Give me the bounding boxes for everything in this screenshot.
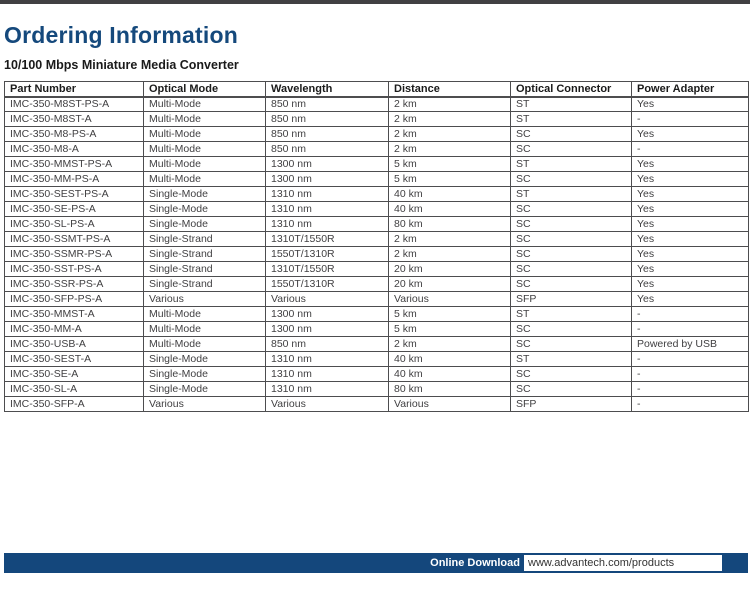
- table-row: [5, 307, 749, 322]
- column-header: Distance: [389, 82, 511, 97]
- table-cell: Multi-Mode: [144, 142, 266, 157]
- table-cell: Yes: [632, 277, 749, 292]
- table-cell: IMC-350-SSMT-PS-A: [5, 232, 144, 247]
- table-cell: IMC-350-SEST-A: [5, 352, 144, 367]
- table-cell: Multi-Mode: [144, 127, 266, 142]
- table-cell: Single-Mode: [144, 382, 266, 397]
- table-cell: Various: [266, 292, 389, 307]
- table-body: [5, 97, 749, 412]
- table-cell: IMC-350-MMST-PS-A: [5, 157, 144, 172]
- table-cell: 2 km: [389, 337, 511, 352]
- table-cell: 5 km: [389, 307, 511, 322]
- table-cell: 1310 nm: [266, 217, 389, 232]
- table-cell: -: [632, 142, 749, 157]
- table-row: [5, 247, 749, 262]
- table-cell: Single-Strand: [144, 232, 266, 247]
- table-cell: 1300 nm: [266, 307, 389, 322]
- table-cell: ST: [511, 187, 632, 202]
- table-cell: 1300 nm: [266, 322, 389, 337]
- table-cell: SC: [511, 322, 632, 337]
- table-cell: ST: [511, 97, 632, 112]
- table-cell: IMC-350-SFP-PS-A: [5, 292, 144, 307]
- table-cell: 2 km: [389, 97, 511, 112]
- table-cell: IMC-350-M8ST-PS-A: [5, 97, 144, 112]
- footer-bar: [4, 553, 748, 573]
- table-row: [5, 157, 749, 172]
- table-cell: -: [632, 307, 749, 322]
- online-download-label: Online Download: [430, 557, 520, 569]
- column-header: Wavelength: [266, 82, 389, 97]
- table-cell: IMC-350-SFP-A: [5, 397, 144, 412]
- table-cell: 20 km: [389, 262, 511, 277]
- table-cell: SC: [511, 127, 632, 142]
- table-cell: Yes: [632, 187, 749, 202]
- table-cell: 80 km: [389, 217, 511, 232]
- table-cell: Yes: [632, 157, 749, 172]
- table-cell: Single-Strand: [144, 247, 266, 262]
- table-row: [5, 292, 749, 307]
- table-cell: 1550T/1310R: [266, 277, 389, 292]
- table-cell: Single-Mode: [144, 202, 266, 217]
- column-header: Optical Mode: [144, 82, 266, 97]
- table-cell: SC: [511, 247, 632, 262]
- table-cell: SFP: [511, 292, 632, 307]
- table-cell: 40 km: [389, 352, 511, 367]
- table-cell: 5 km: [389, 172, 511, 187]
- table-row: [5, 337, 749, 352]
- table-cell: 5 km: [389, 157, 511, 172]
- table-row: [5, 322, 749, 337]
- table-cell: -: [632, 367, 749, 382]
- download-url-box: [524, 555, 722, 571]
- table-cell: Multi-Mode: [144, 322, 266, 337]
- table-cell: 850 nm: [266, 112, 389, 127]
- table-cell: 40 km: [389, 187, 511, 202]
- table-cell: IMC-350-SE-A: [5, 367, 144, 382]
- table-cell: IMC-350-M8ST-A: [5, 112, 144, 127]
- table-cell: Single-Strand: [144, 262, 266, 277]
- table-cell: 40 km: [389, 202, 511, 217]
- table-cell: 1300 nm: [266, 157, 389, 172]
- table-cell: -: [632, 352, 749, 367]
- table-cell: Yes: [632, 127, 749, 142]
- table-cell: Multi-Mode: [144, 337, 266, 352]
- table-row: [5, 127, 749, 142]
- table-row: [5, 112, 749, 127]
- table-cell: 2 km: [389, 112, 511, 127]
- table-cell: IMC-350-MM-PS-A: [5, 172, 144, 187]
- table-cell: 80 km: [389, 382, 511, 397]
- table-cell: Various: [389, 397, 511, 412]
- table-cell: Yes: [632, 97, 749, 112]
- table-cell: Yes: [632, 232, 749, 247]
- table-row: [5, 397, 749, 412]
- table-cell: SC: [511, 262, 632, 277]
- table-cell: Single-Mode: [144, 352, 266, 367]
- table-cell: Yes: [632, 262, 749, 277]
- table-cell: Yes: [632, 172, 749, 187]
- table-cell: Yes: [632, 217, 749, 232]
- table-cell: 1310 nm: [266, 367, 389, 382]
- table-cell: 20 km: [389, 277, 511, 292]
- table-cell: ST: [511, 112, 632, 127]
- table-cell: Yes: [632, 202, 749, 217]
- table-cell: IMC-350-SL-PS-A: [5, 217, 144, 232]
- table-cell: Multi-Mode: [144, 97, 266, 112]
- table-cell: ST: [511, 307, 632, 322]
- table-cell: 1550T/1310R: [266, 247, 389, 262]
- table-cell: Single-Mode: [144, 367, 266, 382]
- table-cell: IMC-350-MMST-A: [5, 307, 144, 322]
- table-row: [5, 202, 749, 217]
- table-cell: Single-Mode: [144, 217, 266, 232]
- table-cell: Various: [266, 397, 389, 412]
- table-cell: 2 km: [389, 247, 511, 262]
- table-cell: Multi-Mode: [144, 112, 266, 127]
- table-cell: Powered by USB: [632, 337, 749, 352]
- page-subtitle: 10/100 Mbps Miniature Media Converter: [4, 58, 239, 72]
- download-url-link[interactable]: www.advantech.com/products: [528, 557, 675, 569]
- table-cell: 850 nm: [266, 142, 389, 157]
- ordering-table: [4, 81, 749, 412]
- table-cell: IMC-350-M8-PS-A: [5, 127, 144, 142]
- table-cell: IMC-350-SSR-PS-A: [5, 277, 144, 292]
- table-row: [5, 217, 749, 232]
- table-cell: SC: [511, 172, 632, 187]
- table-cell: Multi-Mode: [144, 172, 266, 187]
- table-cell: SC: [511, 382, 632, 397]
- table-cell: SFP: [511, 397, 632, 412]
- table-row: [5, 97, 749, 112]
- table-row: [5, 352, 749, 367]
- table-row: [5, 382, 749, 397]
- table-cell: -: [632, 112, 749, 127]
- table-cell: 850 nm: [266, 97, 389, 112]
- column-header: Optical Connector: [511, 82, 632, 97]
- table-cell: Various: [144, 397, 266, 412]
- column-header: Power Adapter: [632, 82, 749, 97]
- table-cell: 850 nm: [266, 127, 389, 142]
- table-cell: Single-Mode: [144, 187, 266, 202]
- table-cell: ST: [511, 157, 632, 172]
- table-cell: 1310 nm: [266, 202, 389, 217]
- table-cell: SC: [511, 217, 632, 232]
- table-cell: SC: [511, 277, 632, 292]
- table-cell: 2 km: [389, 232, 511, 247]
- table-row: [5, 142, 749, 157]
- table-cell: SC: [511, 232, 632, 247]
- table-row: [5, 172, 749, 187]
- table-cell: SC: [511, 337, 632, 352]
- table-cell: IMC-350-M8-A: [5, 142, 144, 157]
- table-cell: -: [632, 397, 749, 412]
- table-cell: Various: [389, 292, 511, 307]
- table-cell: Various: [144, 292, 266, 307]
- column-header: Part Number: [5, 82, 144, 97]
- table-cell: Multi-Mode: [144, 307, 266, 322]
- table-cell: IMC-350-SSMR-PS-A: [5, 247, 144, 262]
- table-cell: 1300 nm: [266, 172, 389, 187]
- table-row: [5, 262, 749, 277]
- table-row: [5, 232, 749, 247]
- table-cell: ST: [511, 352, 632, 367]
- table-cell: -: [632, 382, 749, 397]
- table-cell: SC: [511, 142, 632, 157]
- table-cell: IMC-350-SL-A: [5, 382, 144, 397]
- top-accent-bar: [0, 0, 750, 4]
- table-cell: Single-Strand: [144, 277, 266, 292]
- table-row: [5, 187, 749, 202]
- table-header-row: [5, 82, 749, 97]
- table-cell: 850 nm: [266, 337, 389, 352]
- table-cell: -: [632, 322, 749, 337]
- table-cell: 40 km: [389, 367, 511, 382]
- table-cell: SC: [511, 202, 632, 217]
- table-cell: 1310 nm: [266, 187, 389, 202]
- table-cell: 1310 nm: [266, 352, 389, 367]
- table-cell: IMC-350-SE-PS-A: [5, 202, 144, 217]
- table-cell: IMC-350-SEST-PS-A: [5, 187, 144, 202]
- table-cell: Yes: [632, 247, 749, 262]
- table-cell: 2 km: [389, 127, 511, 142]
- table-cell: 1310T/1550R: [266, 232, 389, 247]
- table-cell: IMC-350-MM-A: [5, 322, 144, 337]
- page-title: Ordering Information: [4, 22, 238, 48]
- table-header: [5, 82, 749, 97]
- table-row: [5, 277, 749, 292]
- table-row: [5, 367, 749, 382]
- table-cell: SC: [511, 367, 632, 382]
- table-cell: 5 km: [389, 322, 511, 337]
- table-cell: 2 km: [389, 142, 511, 157]
- table-cell: Multi-Mode: [144, 157, 266, 172]
- table-cell: IMC-350-SST-PS-A: [5, 262, 144, 277]
- table-cell: IMC-350-USB-A: [5, 337, 144, 352]
- table-cell: Yes: [632, 292, 749, 307]
- table-cell: 1310T/1550R: [266, 262, 389, 277]
- table-cell: 1310 nm: [266, 382, 389, 397]
